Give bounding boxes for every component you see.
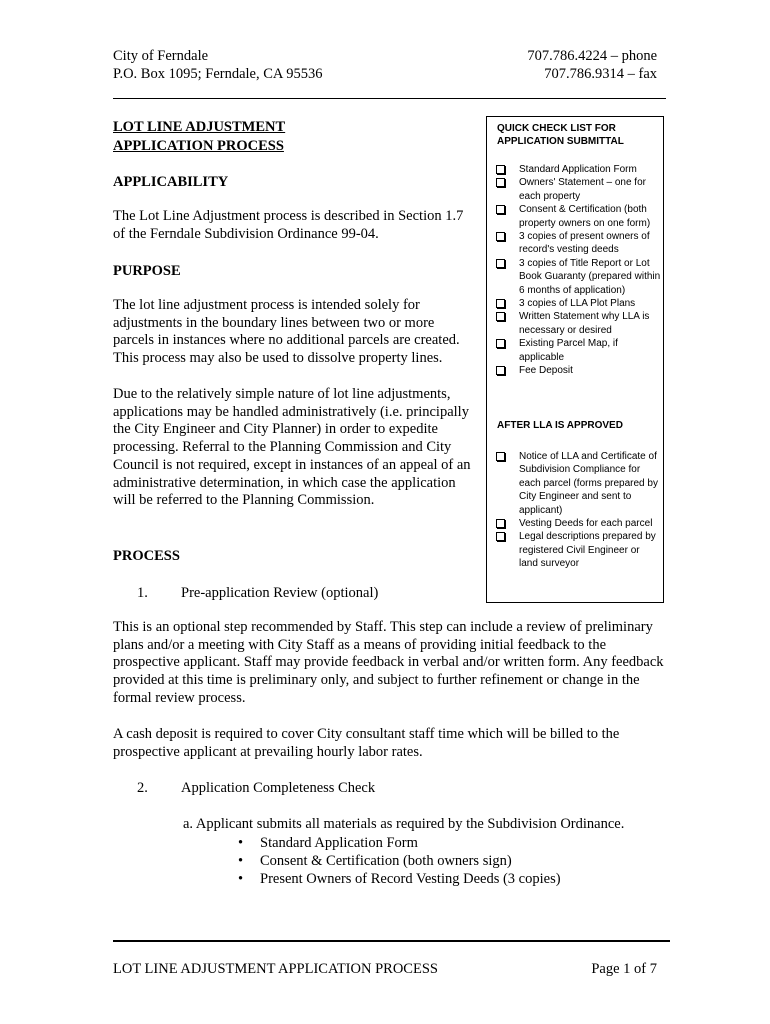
checkbox-icon: [496, 452, 505, 461]
required-materials-list: [238, 834, 561, 888]
checkbox-icon: [496, 312, 505, 321]
checklist-heading: QUICK CHECK LIST FOR APPLICATION SUBMITTAL: [497, 123, 624, 147]
footer-title: LOT LINE ADJUSTMENT APPLICATION PROCESS: [113, 961, 438, 977]
checkbox-icon: [496, 165, 505, 174]
checklist-item: Existing Parcel Map, if applicable: [495, 337, 661, 364]
bullet-icon: •: [238, 853, 244, 869]
checklist-item: Vesting Deeds for each parcel: [495, 517, 661, 530]
document-title-line-1: LOT LINE ADJUSTMENT: [113, 119, 286, 135]
document-title-line-2: APPLICATION PROCESS: [113, 138, 284, 154]
letterhead-contact-block: [527, 47, 657, 83]
step-number: 1.: [137, 585, 148, 601]
after-approval-heading: AFTER LLA IS APPROVED: [497, 420, 623, 431]
list-item: • Present Owners of Record Vesting Deeds (3 copies): [238, 871, 561, 887]
bullet-icon: •: [238, 871, 244, 887]
org-name: City of Ferndale: [113, 48, 209, 64]
bullet-icon: •: [238, 835, 244, 851]
checkbox-icon: [496, 259, 505, 268]
checkbox-icon: [496, 519, 505, 528]
process-step-1: [137, 584, 378, 602]
checkbox-icon: [496, 339, 505, 348]
fax-number: 707.786.9314 – fax: [544, 66, 657, 82]
checkbox-icon: [496, 178, 505, 187]
checkbox-icon: [496, 232, 505, 241]
checklist-item: 3 copies of present owners of record's vesting deeds: [495, 230, 661, 257]
quick-checklist-box: [486, 116, 664, 603]
after-approval-checklist: [495, 450, 661, 571]
step-1-description: This is an optional step recommended by Staff. This step can include a review of preliminary plans and/or a meeting with City Staff as a means of providing initial feedback to the prospective applicant. Staff may provide feedback in verbal and/or written form. Any feedback provided at this time is preliminary only, and subject to further refinement or change in the formal review process.: [113, 619, 664, 706]
step-2-sub-item-a: a. Applicant submits all materials as required by the Subdivision Ordinance.: [183, 816, 625, 832]
checklist-item: Written Statement why LLA is necessary or desired: [495, 310, 661, 337]
list-item: • Standard Application Form: [238, 835, 418, 851]
checklist-item: Owners' Statement – one for each property: [495, 176, 661, 203]
checklist-item: Legal descriptions prepared by registered Civil Engineer or land surveyor: [495, 530, 661, 570]
letterhead-address-block: [113, 47, 322, 83]
checklist-item: Fee Deposit: [495, 364, 661, 377]
checklist-item: Notice of LLA and Certificate of Subdivision Compliance for each parcel (forms prepared by City Engineer and sent to applicant): [495, 450, 661, 517]
header-divider: [113, 98, 666, 99]
list-item: • Consent & Certification (both owners sign): [238, 853, 512, 869]
checklist-item: Consent & Certification (both property owners on one form): [495, 203, 661, 230]
purpose-paragraph-1: The lot line adjustment process is intended solely for adjustments in the boundary lines between two or more parcels in instances where no additional parcels are created. This process may also be used to dissolve property lines.: [113, 297, 460, 367]
step-label: Application Completeness Check: [181, 780, 376, 796]
process-heading: PROCESS: [113, 548, 180, 564]
org-address: P.O. Box 1095; Ferndale, CA 95536: [113, 66, 323, 82]
phone-number: 707.786.4224 – phone: [527, 48, 657, 64]
checklist-item: Standard Application Form: [495, 163, 661, 176]
page-number: Page 1 of 7: [591, 961, 657, 977]
applicability-heading: APPLICABILITY: [113, 174, 229, 190]
checklist-item: 3 copies of LLA Plot Plans: [495, 297, 661, 310]
step-1-deposit-note: A cash deposit is required to cover City consultant staff time which will be billed to the prospective applicant at prevailing hourly labor rates.: [113, 726, 620, 760]
checkbox-icon: [496, 299, 505, 308]
process-step-2: [137, 779, 375, 797]
applicability-text: The Lot Line Adjustment process is described in Section 1.7 of the Ferndale Subdivision Ordinance 99-04.: [113, 208, 464, 242]
purpose-paragraph-2: Due to the relatively simple nature of lot line adjustments, applications may be handled administratively (i.e. principally the City Engineer and City Planner) in order to expedite processing. Referral to the Planning Commission and City Council is not required, except in instances of an appeal of an administrative determination, in which case the application will be referred to the Planning Commission.: [113, 386, 471, 509]
step-label: Pre-application Review (optional): [181, 585, 379, 601]
step-number: 2.: [137, 780, 148, 796]
submittal-checklist: [495, 163, 661, 378]
footer-divider: [113, 940, 670, 942]
checkbox-icon: [496, 532, 505, 541]
checkbox-icon: [496, 205, 505, 214]
checklist-item: 3 copies of Title Report or Lot Book Guaranty (prepared within 6 months of application): [495, 257, 661, 297]
purpose-heading: PURPOSE: [113, 263, 181, 279]
checkbox-icon: [496, 366, 505, 375]
